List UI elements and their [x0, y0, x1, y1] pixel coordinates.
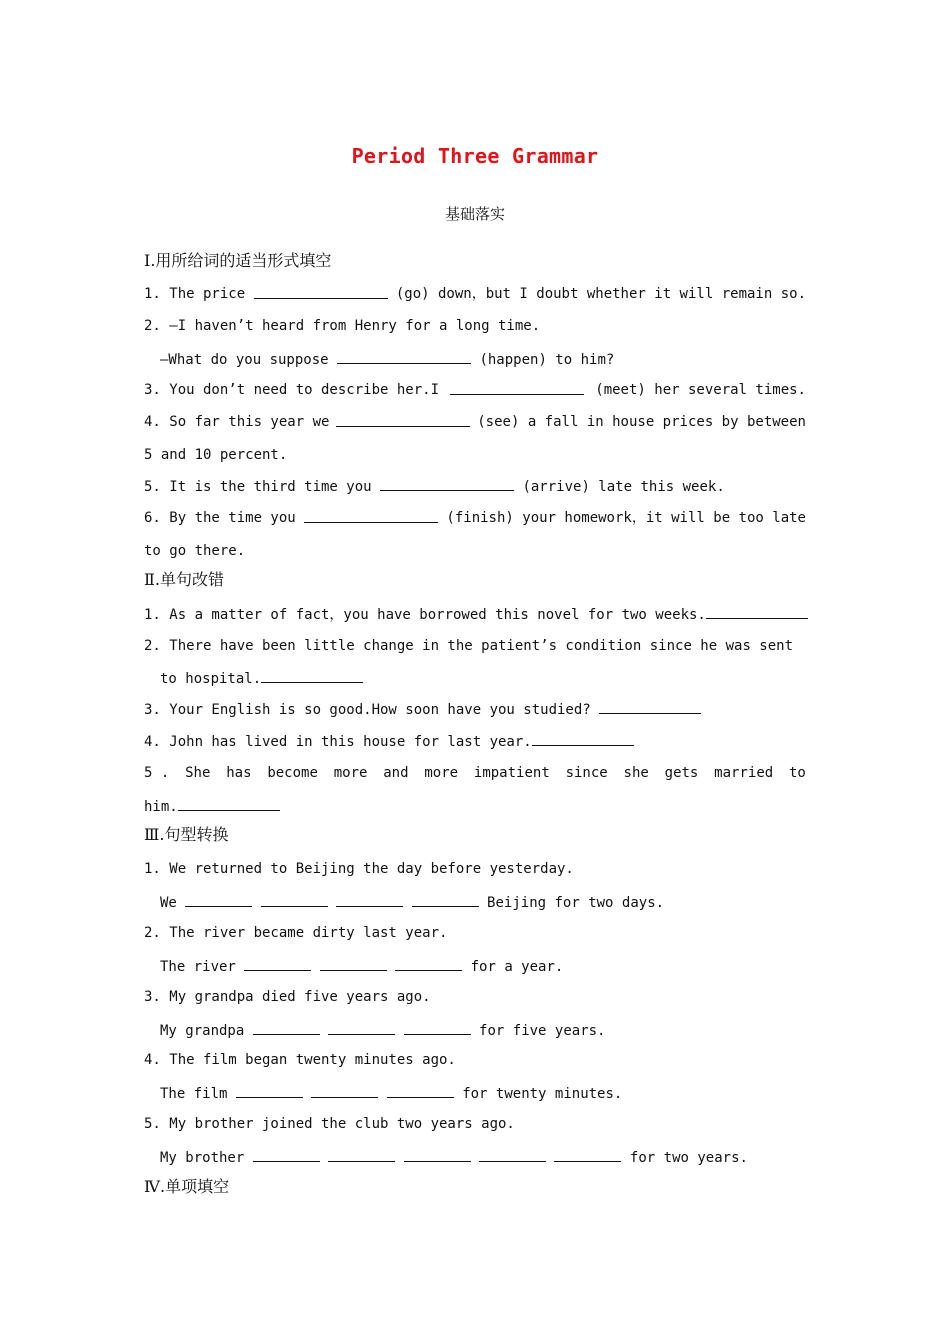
answer-blank[interactable]: [532, 731, 634, 746]
exercise-line: 2. There have been little change in the patient’s condition since he was sent: [144, 638, 794, 654]
exercise-line: him.: [144, 796, 806, 817]
exercise-line: 2. —I haven’t heard from Henry for a long time.: [144, 318, 541, 334]
page-subtitle: 基础落实: [444, 205, 505, 223]
exercise-line: 1. As a matter of fact，you have borrowed this novel for two weeks.: [144, 604, 806, 625]
answer-blank[interactable]: [706, 604, 808, 619]
section-heading-multiple-choice: Ⅳ.单项填空: [144, 1177, 230, 1196]
exercise-line: My brother for two years.: [160, 1147, 822, 1168]
exercise-line: 4. John has lived in this house for last year.: [144, 731, 806, 752]
answer-blank[interactable]: [387, 1083, 454, 1098]
exercise-line: to go there.: [144, 543, 246, 559]
exercise-line: 4. So far this year we (see) a fall in house prices by between: [144, 414, 806, 430]
exercise-line: 4. The film began twenty minutes ago.: [144, 1052, 456, 1068]
answer-blank[interactable]: [254, 284, 388, 299]
exercise-line: 1. We returned to Beijing the day before yesterday.: [144, 861, 574, 877]
answer-blank[interactable]: [450, 380, 584, 395]
answer-blank[interactable]: [185, 892, 252, 907]
page-title: Period Three Grammar: [351, 144, 599, 168]
answer-blank[interactable]: [311, 1083, 378, 1098]
answer-blank[interactable]: [380, 476, 514, 491]
exercise-line: —What do you suppose (happen) to him?: [160, 349, 822, 370]
exercise-line: 5. My brother joined the club two years ago.: [144, 1116, 515, 1132]
exercise-line: 3. My grandpa died five years ago.: [144, 989, 431, 1005]
exercise-line: 2. The river became dirty last year.: [144, 925, 448, 941]
exercise-line: 1. The price (go) down，but I doubt whether it will remain so.: [144, 286, 806, 302]
answer-blank[interactable]: [253, 1020, 320, 1035]
exercise-line: 6. By the time you (finish) your homework，it will be too late: [144, 510, 806, 526]
answer-blank[interactable]: [336, 412, 470, 427]
answer-blank[interactable]: [337, 349, 471, 364]
section-heading-fill-in: Ⅰ.用所给词的适当形式填空: [144, 251, 332, 270]
exercise-line: 3. You don’t need to describe her.I (meet) her several times.: [144, 382, 806, 398]
exercise-line: The film for twenty minutes.: [160, 1083, 822, 1104]
answer-blank[interactable]: [304, 508, 438, 523]
answer-blank[interactable]: [178, 796, 280, 811]
answer-blank[interactable]: [554, 1147, 621, 1162]
exercise-line: 5 . She has become more and more impatient since she gets married to: [144, 765, 806, 781]
answer-blank[interactable]: [412, 892, 479, 907]
exercise-line: The river for a year.: [160, 956, 822, 977]
answer-blank[interactable]: [479, 1147, 546, 1162]
answer-blank[interactable]: [404, 1147, 471, 1162]
exercise-line: to hospital.: [160, 668, 822, 689]
answer-blank[interactable]: [328, 1147, 395, 1162]
exercise-line: My grandpa for five years.: [160, 1020, 822, 1041]
section-heading-error-correction: Ⅱ.单句改错: [144, 570, 224, 589]
answer-blank[interactable]: [261, 892, 328, 907]
answer-blank[interactable]: [336, 892, 403, 907]
answer-blank[interactable]: [320, 956, 387, 971]
exercise-line: 5 and 10 percent.: [144, 447, 288, 463]
section-heading-sentence-transformation: Ⅲ.句型转换: [144, 825, 229, 844]
answer-blank[interactable]: [395, 956, 462, 971]
answer-blank[interactable]: [244, 956, 311, 971]
answer-blank[interactable]: [253, 1147, 320, 1162]
exercise-line: We Beijing for two days.: [160, 892, 822, 913]
answer-blank[interactable]: [261, 668, 363, 683]
answer-blank[interactable]: [236, 1083, 303, 1098]
answer-blank[interactable]: [599, 699, 701, 714]
exercise-line: 5. It is the third time you (arrive) late this week.: [144, 476, 806, 497]
exercise-line: 3. Your English is so good.How soon have you studied?: [144, 699, 806, 720]
answer-blank[interactable]: [328, 1020, 395, 1035]
answer-blank[interactable]: [404, 1020, 471, 1035]
